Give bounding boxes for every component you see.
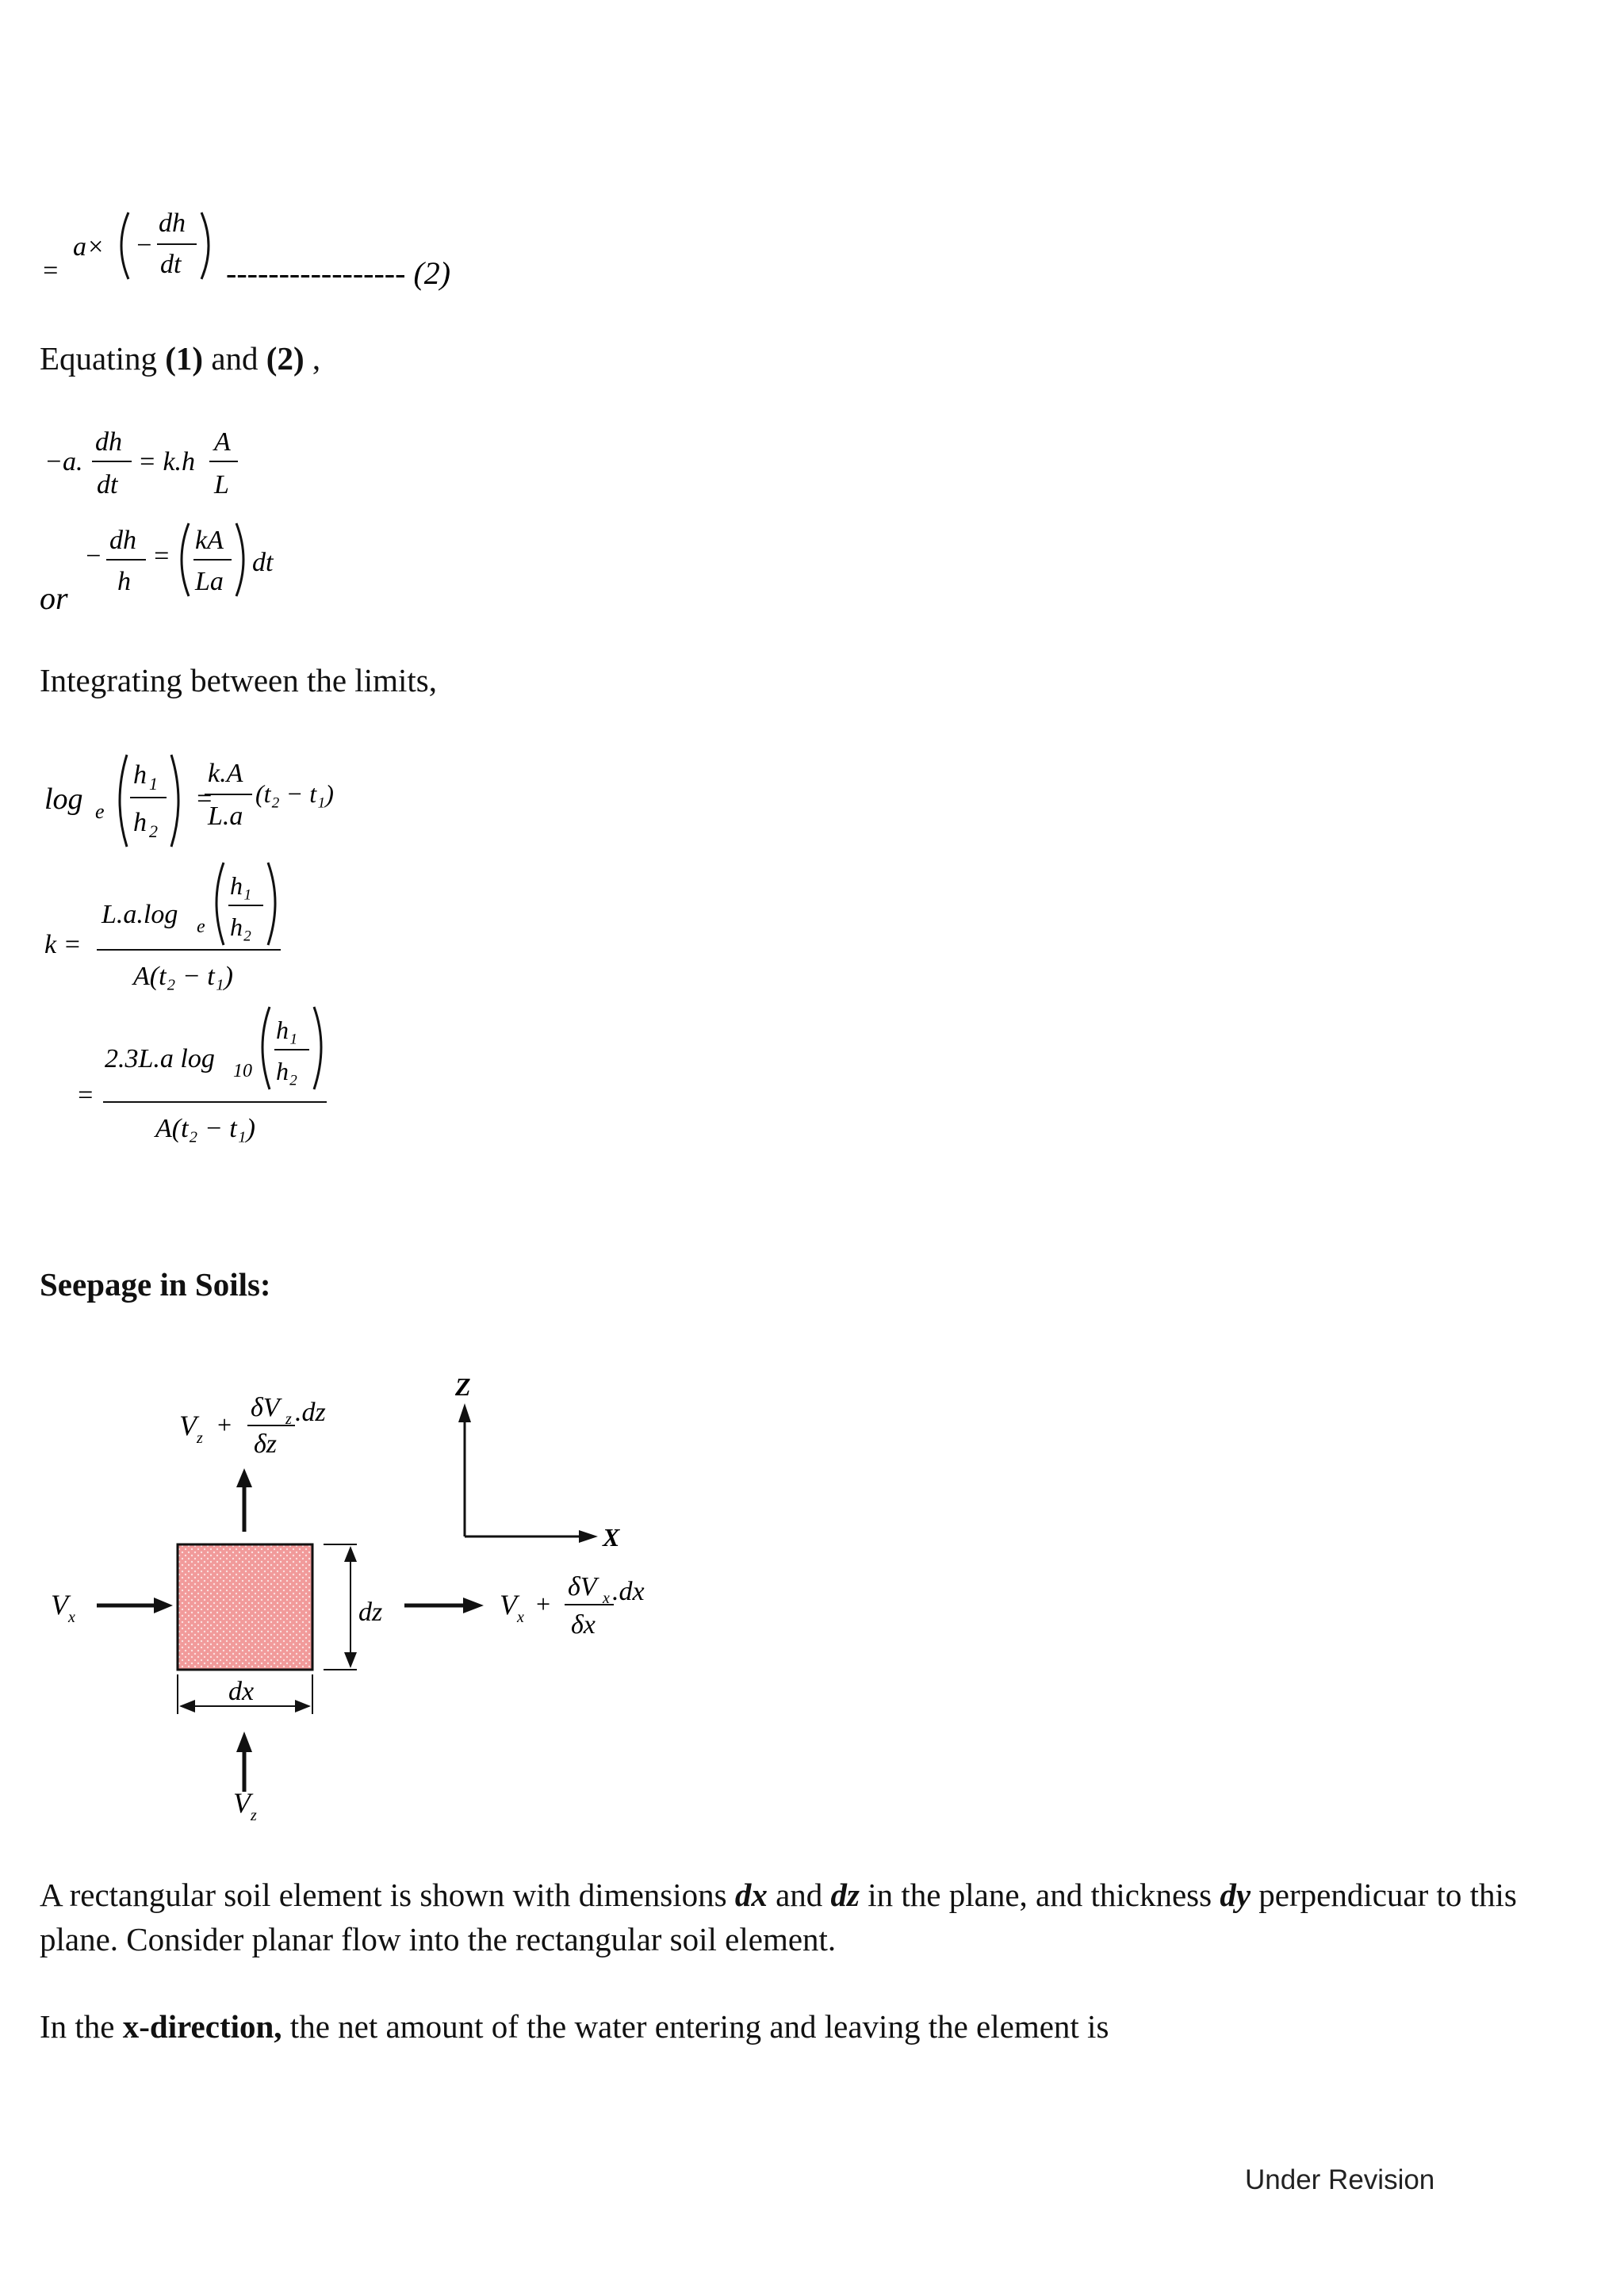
top-dz: .dz [295, 1398, 326, 1427]
eqLog-h2sub: 2 [149, 821, 158, 841]
equation-k1-svg [40, 856, 341, 999]
bottom-label-sub: z [251, 1807, 257, 1824]
paragraph-1-line-1 [40, 1873, 1517, 1917]
eqLog-h2: h [133, 808, 147, 837]
right-num: δV [568, 1572, 597, 1601]
equation-a-svg [40, 420, 278, 507]
top-arrow-head [236, 1468, 252, 1487]
para1-dz: dz [830, 1877, 860, 1913]
equation-k1 [40, 856, 341, 999]
eqK2-sub10: 10 [233, 1061, 252, 1081]
eqB-or: or [40, 580, 68, 616]
right-plus: + [534, 1590, 552, 1618]
eqA-mid: = k.h [138, 447, 196, 476]
eq2-dashes: ----------------- (2) [226, 255, 451, 291]
para2-t2: the net amount of the water entering and leaving the element is [282, 2008, 1109, 2045]
eqLog-h1: h [133, 760, 147, 790]
para2-t1: In the [40, 2008, 123, 2045]
eqK1-h2: h₂ [230, 913, 252, 941]
footer-note: Under Revision [1245, 2164, 1435, 2195]
equation-a [40, 420, 278, 507]
paragraph-2 [40, 2004, 1109, 2049]
paragraph-1-line-2: plane. Consider planar flow into the rectangular soil element. [40, 1921, 837, 1957]
para1-dy: dy [1220, 1877, 1251, 1913]
eqB-eq: = [152, 541, 170, 571]
eq2-den: dt [160, 250, 182, 279]
right-dx: .dx [612, 1577, 645, 1606]
eqLog-log: log [44, 783, 83, 816]
dx-label: dx [228, 1677, 255, 1706]
eqK1-lhs: k = [44, 930, 82, 959]
eqK2-den: A(t₂ − t₁) [155, 1114, 255, 1143]
section-heading: Seepage in Soils: [40, 1266, 271, 1303]
seepage-diagram [32, 1364, 714, 1839]
eqK1-sub-e: e [197, 916, 205, 937]
eqLog-num: k.A [208, 759, 243, 788]
para1-t2: and [767, 1877, 831, 1913]
eq2-minus: − [135, 231, 153, 260]
eqB-den1: h [117, 567, 131, 596]
right-label-sub: x [517, 1609, 524, 1626]
soil-element [178, 1544, 312, 1670]
eqA-num1: dh [95, 427, 122, 457]
right-label-v: V [500, 1589, 517, 1621]
equation-log [40, 745, 373, 856]
eq2-a-times: a× [73, 232, 105, 262]
top-den: δz [254, 1429, 278, 1459]
eqK1-h1: h₁ [230, 871, 252, 900]
integrating-line: Integrating between the limits, [40, 662, 437, 698]
eqA-lhs: −a. [44, 447, 83, 476]
top-plus: + [216, 1410, 233, 1439]
left-arrow-head [154, 1598, 173, 1613]
eqA-den2: L [214, 470, 229, 499]
eq2-num: dh [159, 209, 186, 238]
equating-ref-2: (2) [266, 340, 304, 377]
left-label-sub: x [68, 1609, 75, 1626]
paragraph-1 [40, 1873, 1517, 1961]
eqK2-h2: h₂ [276, 1057, 298, 1085]
top-label-v: V [179, 1410, 197, 1441]
seepage-diagram-svg [32, 1364, 714, 1839]
para1-dx: dx [734, 1877, 768, 1913]
equating-mid: and [203, 340, 266, 377]
equating-suffix: , [304, 340, 321, 377]
equating-line [40, 336, 320, 381]
right-arrow-head [463, 1598, 484, 1613]
para1-t4: perpendicuar to this [1251, 1877, 1517, 1913]
eq2-lead: = [41, 256, 59, 285]
top-num-sub: z [285, 1410, 292, 1428]
para1-t1: A rectangular soil element is shown with dimensions [40, 1877, 735, 1913]
bottom-label-v: V [233, 1787, 251, 1819]
right-den: δx [571, 1610, 596, 1640]
eqLog-tail: (t₂ − t₁) [255, 779, 334, 808]
eqB-den2: La [195, 567, 224, 596]
eqLog-sub-e: e [95, 800, 105, 823]
eqK1-den: A(t₂ − t₁) [133, 962, 233, 991]
equating-prefix: Equating [40, 340, 166, 377]
eqLog-h1sub: 1 [149, 774, 158, 794]
equation-b [40, 515, 373, 618]
eqA-den1: dt [97, 470, 118, 499]
bottom-arrow-head [236, 1732, 252, 1752]
eqB-num1: dh [109, 526, 136, 555]
equation-b-svg [40, 515, 373, 618]
right-num-sub: x [603, 1590, 610, 1607]
top-num: δV [251, 1393, 280, 1422]
x-axis-label: X [603, 1523, 620, 1552]
equating-ref-1: (1) [165, 340, 204, 377]
equation-2-svg [32, 190, 476, 301]
eqB-num2: kA [195, 526, 224, 555]
eqB-minus: − [84, 541, 102, 571]
eqB-dt: dt [252, 548, 274, 577]
equation-k2-svg [40, 1001, 357, 1159]
eqK2-num-pre: 2.3L.a log [105, 1044, 215, 1073]
eqLog-eq: = [195, 784, 213, 813]
eqLog-den: L.a [208, 802, 243, 831]
para2-bold: x-direction, [122, 2008, 282, 2045]
z-axis-label: Z [455, 1372, 471, 1401]
left-label-v: V [51, 1589, 68, 1621]
equation-k2 [40, 1001, 357, 1159]
equation-2 [32, 190, 476, 301]
eqK2-lhs: = [76, 1081, 94, 1110]
eqK2-h1: h₁ [276, 1016, 298, 1044]
para1-t3: in the plane, and thickness [860, 1877, 1220, 1913]
dz-label: dz [358, 1598, 383, 1627]
equation-log-svg [40, 745, 373, 856]
eqK1-num-pre: L.a.log [102, 900, 178, 929]
eqA-num2: A [214, 427, 231, 457]
top-label-sub: z [197, 1429, 203, 1447]
